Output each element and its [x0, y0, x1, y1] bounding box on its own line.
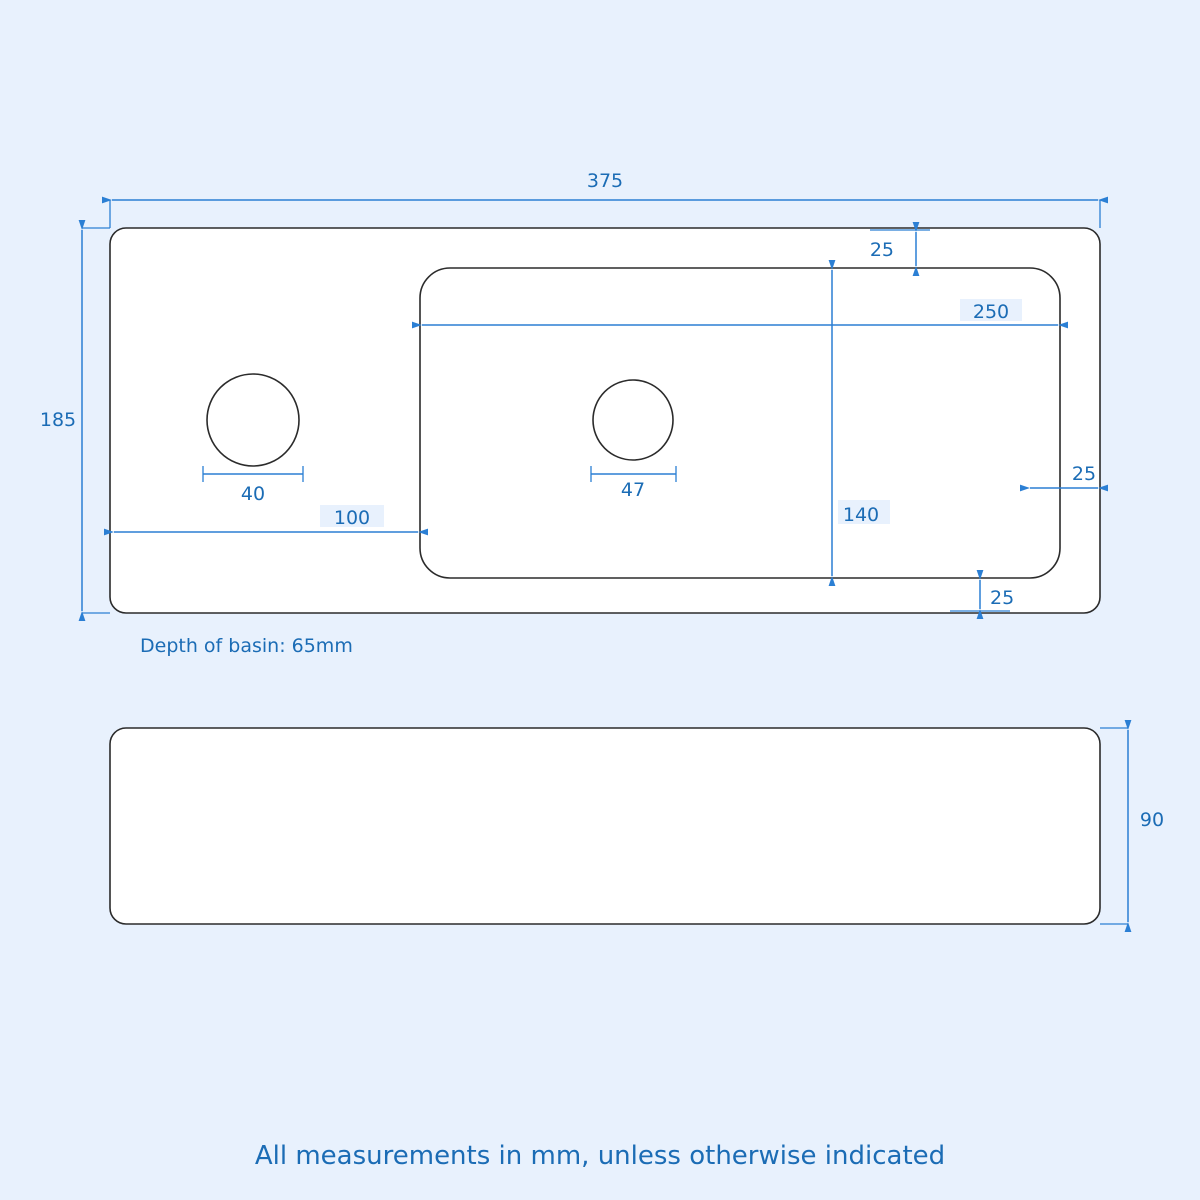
dim-overall-depth-label: 185 [39, 409, 77, 431]
footer-note: All measurements in mm, unless otherwise indicated [254, 1141, 946, 1171]
dim-waste-hole-label: 47 [620, 479, 646, 501]
dim-tap-hole-label: 40 [240, 483, 266, 505]
dim-bowl-width-label: 250 [972, 301, 1010, 323]
depth-note: Depth of basin: 65mm [140, 635, 353, 657]
dimension-side-height [1100, 728, 1174, 924]
dimension-overall-depth [36, 228, 110, 613]
basin-top-outline [110, 228, 1100, 613]
dim-tap-offset-label: 100 [333, 507, 371, 529]
dim-inset-right-label: 25 [1071, 463, 1097, 485]
front-view-group [110, 728, 1100, 924]
dim-side-height-label: 90 [1139, 809, 1165, 831]
basin-front-outline [110, 728, 1100, 924]
dim-inset-top-label: 25 [869, 239, 894, 261]
dim-overall-width-label: 375 [586, 170, 624, 192]
dim-bowl-depth-label: 140 [842, 504, 880, 526]
dimension-overall-width [110, 167, 1100, 228]
dim-inset-bottom-label: 25 [990, 587, 1015, 609]
top-view-group [110, 228, 1100, 613]
